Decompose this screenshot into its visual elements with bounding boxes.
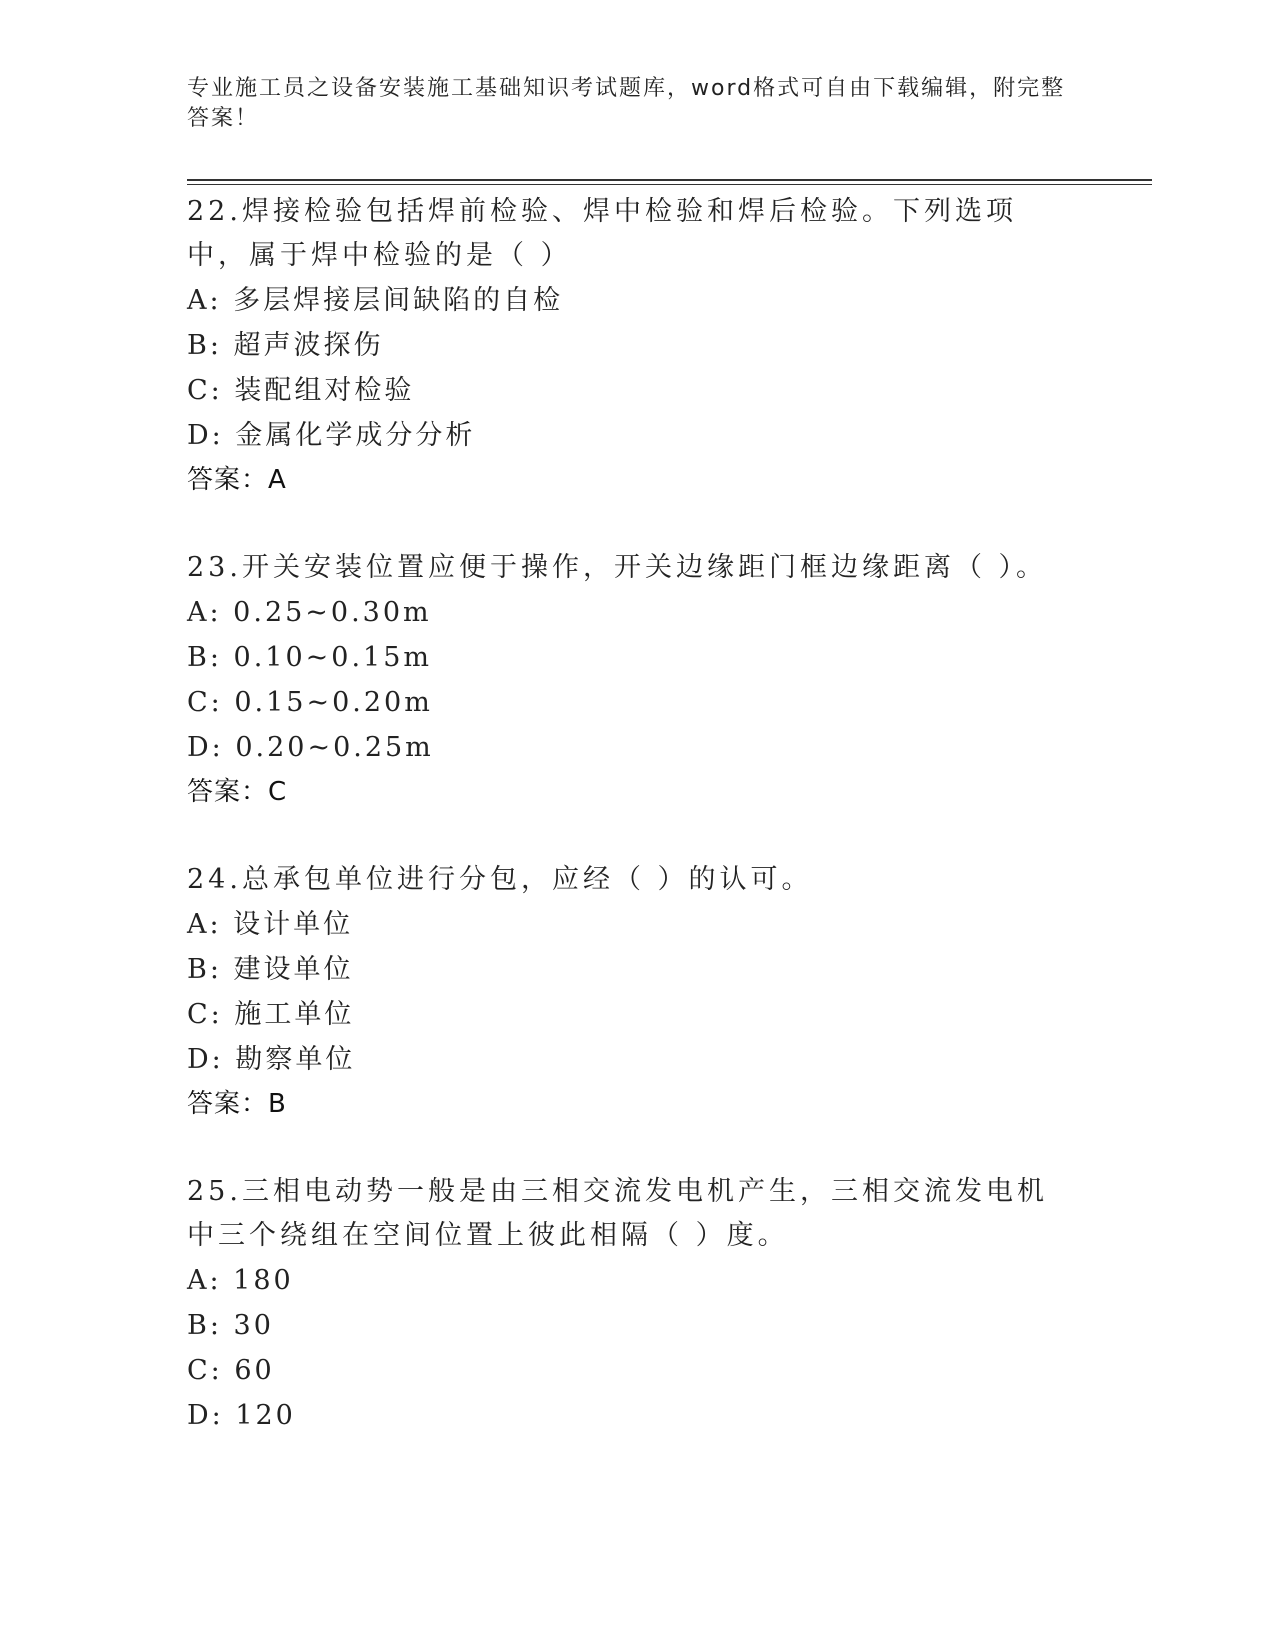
option-b: B: 30 [187, 1310, 274, 1341]
question-23 [187, 546, 1087, 815]
option-b: B: 建设单位 [187, 954, 354, 985]
header-rule-thin [187, 184, 1152, 185]
option-a: A: 多层焊接层间缺陷的自检 [187, 285, 564, 316]
option-a: A: 0.25~0.30m [187, 597, 432, 628]
option-d: D: 0.20~0.25m [187, 732, 434, 763]
question-22 [187, 190, 1087, 503]
option-b: B: 超声波探伤 [187, 330, 384, 361]
option-d: D: 120 [187, 1400, 296, 1431]
option-b: B: 0.10~0.15m [187, 642, 432, 673]
option-d: D: 勘察单位 [187, 1044, 356, 1075]
header-rule-thick [187, 179, 1152, 181]
option-c: C: 0.15~0.20m [187, 687, 433, 718]
option-c: C: 60 [187, 1355, 275, 1386]
question-25 [187, 1170, 1087, 1438]
question-stem: 22.焊接检验包括焊前检验、焊中检验和焊后检验。下列选项中，属于焊中检验的是（ ） [187, 196, 1017, 271]
document-header: 专业施工员之设备安装施工基础知识考试题库，word格式可自由下载编辑，附完整答案！ [187, 76, 1066, 131]
question-24 [187, 858, 1087, 1127]
option-c: C: 装配组对检验 [187, 375, 415, 406]
option-c: C: 施工单位 [187, 999, 355, 1030]
question-list [187, 190, 1087, 1481]
question-stem: 25.三相电动势一般是由三相交流发电机产生，三相交流发电机中三个绕组在空间位置上彼此相隔（ ）度。 [187, 1176, 1048, 1251]
option-a: A: 180 [187, 1265, 294, 1296]
option-d: D: 金属化学成分分析 [187, 420, 476, 451]
question-stem: 23.开关安装位置应便于操作，开关边缘距门框边缘距离（ ）。 [187, 552, 1048, 583]
answer-line: 答案：A [187, 465, 287, 495]
question-stem: 24.总承包单位进行分包，应经（ ）的认可。 [187, 864, 813, 895]
answer-line: 答案：C [187, 777, 288, 807]
answer-line: 答案：B [187, 1089, 287, 1119]
option-a: A: 设计单位 [187, 909, 354, 940]
